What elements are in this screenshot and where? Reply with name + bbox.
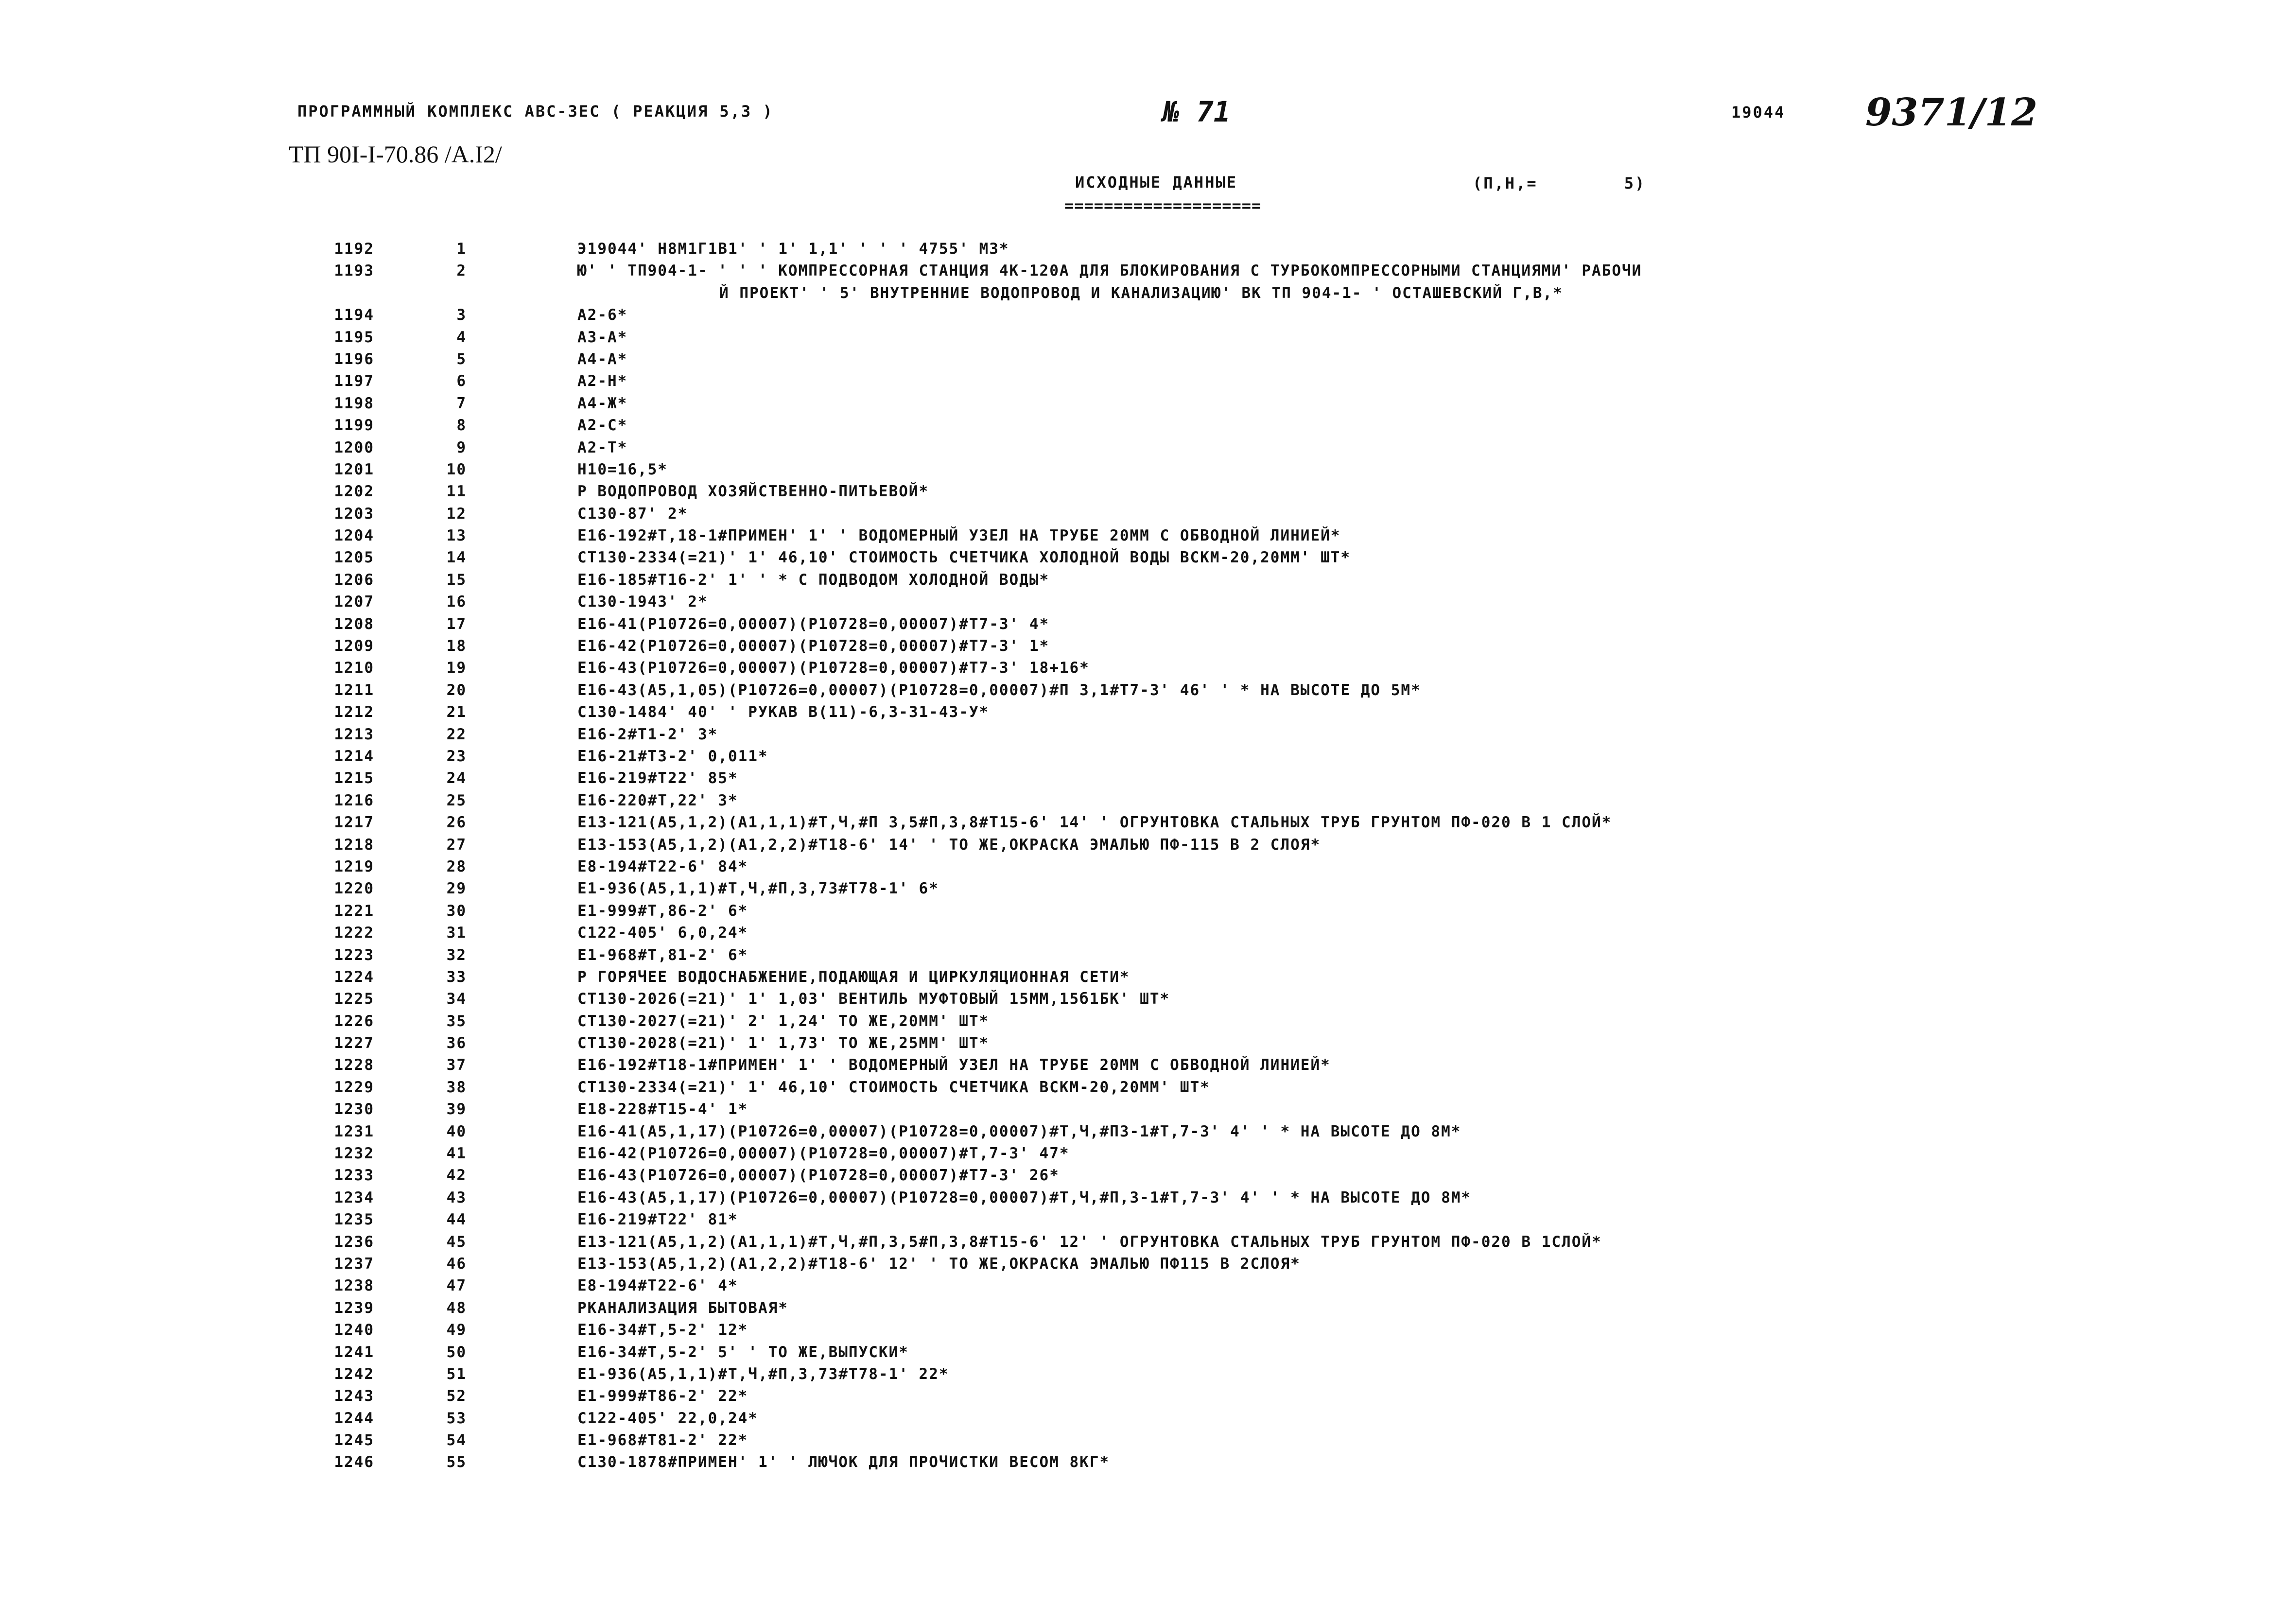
- record-text: Е1-936(А5,1,1)#Т,Ч,#П,3,73#Т78-1' 6*: [577, 880, 939, 898]
- record-text: А2-6*: [577, 306, 628, 324]
- record-text: Е16-219#Т22' 81*: [577, 1211, 738, 1229]
- line-number: 1212: [334, 703, 374, 721]
- record-index: 25: [446, 791, 467, 809]
- line-number: 1211: [334, 681, 374, 699]
- listing-row: [0, 1231, 2296, 1253]
- listing-row: [0, 437, 2296, 459]
- listing-row: [0, 944, 2296, 966]
- listing-row: [0, 327, 2296, 349]
- listing-row: [0, 1032, 2296, 1054]
- record-text: Е13-121(А5,1,2)(А1,1,1)#Т,Ч,#П,3,5#П,3,8#Т15-6' 12' ' ОГРУНТОВКА СТАЛЬНЫХ ТРУБ ГРУНТОМ ПФ-020 В 1СЛОЙ*: [577, 1233, 1602, 1251]
- record-text: Е16-43(А5,1,17)(Р10726=0,00007)(Р10728=0,00007)#Т,Ч,#П,3-1#Т,7-3' 4' ' * НА ВЫСОТЕ ДО 8М*: [577, 1188, 1472, 1206]
- record-text: Е1-968#Т81-2' 22*: [577, 1432, 748, 1450]
- record-text: Е18-228#Т15-4' 1*: [577, 1100, 748, 1118]
- line-number: 1224: [334, 968, 374, 986]
- listing-row: [0, 1209, 2296, 1231]
- line-number: 1215: [334, 769, 374, 787]
- listing-row: [0, 1187, 2296, 1209]
- listing-row: [0, 238, 2296, 260]
- line-number: 1210: [334, 659, 374, 677]
- record-text: С122-405' 6,0,24*: [577, 924, 748, 942]
- data-listing: [0, 238, 2296, 1474]
- record-index: 32: [446, 946, 467, 964]
- line-number: 1200: [334, 438, 374, 456]
- listing-row: [0, 1077, 2296, 1099]
- record-text: Е8-194#Т22-6' 84*: [577, 857, 748, 875]
- listing-row: [0, 657, 2296, 679]
- line-number: 1232: [334, 1145, 374, 1163]
- record-index: 31: [446, 924, 467, 942]
- record-text: Е16-2#Т1-2' 3*: [577, 725, 718, 743]
- record-text: С122-405' 22,0,24*: [577, 1409, 758, 1427]
- line-number: 1202: [334, 483, 374, 501]
- record-text: СТ130-2028(=21)' 1' 1,73' ТО ЖЕ,25ММ' ШТ*: [577, 1034, 990, 1052]
- line-number: 1231: [334, 1122, 374, 1140]
- section-params: (П,Н,= 5): [1473, 174, 1646, 192]
- record-index: 19: [446, 659, 467, 677]
- listing-row: [0, 1451, 2296, 1473]
- record-index: 53: [446, 1409, 467, 1427]
- line-number: 1203: [334, 505, 374, 523]
- record-text: А4-Ж*: [577, 394, 628, 412]
- listing-row: [0, 370, 2296, 392]
- listing-row: [0, 282, 2296, 304]
- line-number: 1228: [334, 1056, 374, 1074]
- listing-row: [0, 349, 2296, 370]
- listing-row: [0, 1275, 2296, 1297]
- record-index: 50: [446, 1343, 467, 1361]
- line-number: 1238: [334, 1277, 374, 1295]
- listing-row: [0, 1121, 2296, 1143]
- listing-row: [0, 1385, 2296, 1407]
- record-text: Е16-185#Т16-2' 1' ' * С ПОДВОДОМ ХОЛОДНОЙ ВОДЫ*: [577, 571, 1050, 589]
- line-number: 1230: [334, 1100, 374, 1118]
- listing-row: [0, 613, 2296, 635]
- listing-row: [0, 1253, 2296, 1275]
- listing-row: [0, 459, 2296, 481]
- record-index: 45: [446, 1233, 467, 1251]
- record-text: Э19044' Н8М1Г1В1' ' 1' 1,1' ' ' ' 4755' М3*: [577, 240, 1009, 258]
- record-index: 54: [446, 1432, 467, 1450]
- listing-row: [0, 1319, 2296, 1341]
- record-text: А2-Т*: [577, 438, 628, 456]
- record-text: Е16-43(Р10726=0,00007)(Р10728=0,00007)#Т7-3' 26*: [577, 1167, 1060, 1185]
- record-text: Е16-43(А5,1,05)(Р10726=0,00007)(Р10728=0,00007)#П 3,1#Т7-3' 46' ' * НА ВЫСОТЕ ДО 5М*: [577, 681, 1421, 699]
- record-index: 15: [446, 571, 467, 589]
- record-index: 44: [446, 1211, 467, 1229]
- record-text: А3-А*: [577, 328, 628, 346]
- line-number: 1237: [334, 1255, 374, 1273]
- job-code: 19044: [1731, 103, 1786, 122]
- record-text: Р ГОРЯЧЕЕ ВОДОСНАБЖЕНИЕ,ПОДАЮЩАЯ И ЦИРКУЛЯЦИОННАЯ СЕТИ*: [577, 968, 1130, 986]
- line-number: 1242: [334, 1365, 374, 1383]
- record-index: 2: [456, 262, 467, 280]
- record-index: 34: [446, 990, 467, 1008]
- record-index: 33: [446, 968, 467, 986]
- record-text: Е1-999#Т,86-2' 6*: [577, 902, 748, 920]
- listing-row: [0, 1099, 2296, 1120]
- listing-row: [0, 547, 2296, 569]
- record-index: 9: [456, 438, 467, 456]
- listing-row: [0, 922, 2296, 944]
- document-reference: ТП 90I-I-70.86 /А.I2/: [289, 140, 502, 168]
- record-index: 14: [446, 549, 467, 567]
- listing-row: [0, 260, 2296, 282]
- record-index: 55: [446, 1453, 467, 1471]
- record-text: СТ130-2334(=21)' 1' 46,10' СТОИМОСТЬ СЧЕТЧИКА ВСКМ-20,20ММ' ШТ*: [577, 1078, 1210, 1096]
- line-number: 1241: [334, 1343, 374, 1361]
- record-index: 41: [446, 1145, 467, 1163]
- record-index: 18: [446, 637, 467, 655]
- section-title: ИСХОДНЫЕ ДАННЫЕ: [1075, 173, 1237, 192]
- record-text: Е1-936(А5,1,1)#Т,Ч,#П,3,73#Т78-1' 22*: [577, 1365, 949, 1383]
- record-text: Е16-192#Т18-1#ПРИМЕН' 1' ' ВОДОМЕРНЫЙ УЗЕЛ НА ТРУБЕ 20ММ С ОБВОДНОЙ ЛИНИЕЙ*: [577, 1056, 1331, 1074]
- listing-row: [0, 393, 2296, 415]
- record-text: СТ130-2334(=21)' 1' 46,10' СТОИМОСТЬ СЧЕТЧИКА ХОЛОДНОЙ ВОДЫ ВСКМ-20,20ММ' ШТ*: [577, 549, 1351, 567]
- line-number: 1226: [334, 1012, 374, 1030]
- listing-row: [0, 1011, 2296, 1032]
- listing-row: [0, 1430, 2296, 1451]
- listing-row: [0, 591, 2296, 613]
- line-number: 1204: [334, 527, 374, 545]
- line-number: 1240: [334, 1321, 374, 1339]
- record-text: А2-Н*: [577, 372, 628, 390]
- record-text: А2-С*: [577, 417, 628, 435]
- listing-row: [0, 680, 2296, 701]
- listing-row: [0, 1408, 2296, 1430]
- record-index: 47: [446, 1277, 467, 1295]
- line-number: 1205: [334, 549, 374, 567]
- record-index: 6: [456, 372, 467, 390]
- program-header: ПРОГРАММНЫЙ КОМПЛЕКС АВС-3ЕС ( РЕАКЦИЯ 5,3 ): [297, 102, 774, 121]
- listing-row: [0, 834, 2296, 856]
- section-underline: ====================: [1064, 196, 1262, 215]
- record-index: 35: [446, 1012, 467, 1030]
- listing-row: [0, 701, 2296, 723]
- record-text: СТ130-2027(=21)' 2' 1,24' ТО ЖЕ,20ММ' ШТ*: [577, 1012, 990, 1030]
- record-text: Е13-153(А5,1,2)(А1,2,2)#Т18-6' 14' ' ТО ЖЕ,ОКРАСКА ЭМАЛЬЮ ПФ-115 В 2 СЛОЯ*: [577, 836, 1321, 854]
- line-number: 1197: [334, 372, 374, 390]
- listing-row: [0, 966, 2296, 988]
- record-text: Е16-34#Т,5-2' 5' ' ТО ЖЕ,ВЫПУСКИ*: [577, 1343, 909, 1361]
- line-number: 1217: [334, 814, 374, 832]
- handwritten-note: 9371/12: [1865, 90, 2038, 135]
- record-index: 28: [446, 857, 467, 875]
- record-index: 24: [446, 769, 467, 787]
- record-text: С130-87' 2*: [577, 505, 688, 523]
- record-index: 1: [456, 240, 467, 258]
- line-number: 1209: [334, 637, 374, 655]
- record-index: 21: [446, 703, 467, 721]
- record-text: Е1-999#Т86-2' 22*: [577, 1387, 748, 1405]
- listing-row: [0, 503, 2296, 525]
- listing-row: [0, 1342, 2296, 1363]
- record-index: 37: [446, 1056, 467, 1074]
- line-number: 1213: [334, 725, 374, 743]
- line-number: 1246: [334, 1453, 374, 1471]
- record-text: Е16-41(Р10726=0,00007)(Р10728=0,00007)#Т7-3' 4*: [577, 615, 1050, 633]
- record-text: Е8-194#Т22-6' 4*: [577, 1277, 738, 1295]
- line-number: 1220: [334, 880, 374, 898]
- listing-row: [0, 724, 2296, 746]
- record-text: СТ130-2026(=21)' 1' 1,03' ВЕНТИЛЬ МУФТОВЫЙ 15ММ,15б1БК' ШТ*: [577, 990, 1170, 1008]
- record-text: Е16-220#Т,22' 3*: [577, 791, 738, 809]
- line-number: 1243: [334, 1387, 374, 1405]
- record-text: Е16-21#Т3-2' 0,011*: [577, 747, 768, 765]
- line-number: 1192: [334, 240, 374, 258]
- listing-row: [0, 1054, 2296, 1076]
- line-number: 1195: [334, 328, 374, 346]
- line-number: 1239: [334, 1299, 374, 1317]
- line-number: 1223: [334, 946, 374, 964]
- line-number: 1221: [334, 902, 374, 920]
- record-text: Ю' ' ТП904-1- ' ' ' КОМПРЕССОРНАЯ СТАНЦИЯ 4К-120А ДЛЯ БЛОКИРОВАНИЯ С ТУРБОКОМПРЕССОРНЫМИ СТАНЦИЯМИ' РАБОЧИ: [577, 262, 1642, 280]
- record-index: 43: [446, 1188, 467, 1206]
- line-number: 1229: [334, 1078, 374, 1096]
- record-text: Е16-41(А5,1,17)(Р10726=0,00007)(Р10728=0,00007)#Т,Ч,#П3-1#Т,7-3' 4' ' * НА ВЫСОТЕ ДО 8М*: [577, 1122, 1461, 1140]
- record-text: С130-1484' 40' ' РУКАВ В(11)-6,3-31-43-У*: [577, 703, 990, 721]
- listing-row: [0, 900, 2296, 922]
- record-index: 5: [456, 350, 467, 368]
- line-number: 1222: [334, 924, 374, 942]
- listing-row: [0, 878, 2296, 900]
- listing-row: [0, 1143, 2296, 1165]
- line-number: 1245: [334, 1432, 374, 1450]
- record-index: 46: [446, 1255, 467, 1273]
- record-text: Е13-153(А5,1,2)(А1,2,2)#Т18-6' 12' ' ТО ЖЕ,ОКРАСКА ЭМАЛЬЮ ПФ115 В 2СЛОЯ*: [577, 1255, 1301, 1273]
- line-number: 1225: [334, 990, 374, 1008]
- line-number: 1227: [334, 1034, 374, 1052]
- listing-row: [0, 988, 2296, 1010]
- line-number: 1207: [334, 593, 374, 611]
- record-text: Е16-42(Р10726=0,00007)(Р10728=0,00007)#Т,7-3' 47*: [577, 1145, 1070, 1163]
- record-index: 16: [446, 593, 467, 611]
- listing-row: [0, 746, 2296, 768]
- record-index: 29: [446, 880, 467, 898]
- record-index: 3: [456, 306, 467, 324]
- page-number: № 71: [1163, 95, 1231, 128]
- record-index: 13: [446, 527, 467, 545]
- line-number: 1218: [334, 836, 374, 854]
- record-text: Е16-43(Р10726=0,00007)(Р10728=0,00007)#Т7-3' 18+16*: [577, 659, 1090, 677]
- record-text-continuation: Й ПРОЕКТ' ' 5' ВНУТРЕННИЕ ВОДОПРОВОД И КАНАЛИЗАЦИЮ' ВК ТП 904-1- ' ОСТАШЕВСКИЙ Г,В,*: [719, 284, 1563, 302]
- record-text: Е16-34#Т,5-2' 12*: [577, 1321, 748, 1339]
- listing-row: [0, 790, 2296, 812]
- line-number: 1244: [334, 1409, 374, 1427]
- listing-row: [0, 1297, 2296, 1319]
- line-number: 1236: [334, 1233, 374, 1251]
- record-index: 49: [446, 1321, 467, 1339]
- record-index: 26: [446, 814, 467, 832]
- record-index: 40: [446, 1122, 467, 1140]
- record-index: 39: [446, 1100, 467, 1118]
- line-number: 1193: [334, 262, 374, 280]
- record-index: 20: [446, 681, 467, 699]
- listing-row: [0, 1165, 2296, 1187]
- record-index: 12: [446, 505, 467, 523]
- record-index: 30: [446, 902, 467, 920]
- listing-row: [0, 768, 2296, 789]
- record-index: 7: [456, 394, 467, 412]
- line-number: 1219: [334, 857, 374, 875]
- listing-row: [0, 304, 2296, 326]
- record-text: С130-1943' 2*: [577, 593, 708, 611]
- record-index: 51: [446, 1365, 467, 1383]
- line-number: 1214: [334, 747, 374, 765]
- record-text: Е13-121(А5,1,2)(А1,1,1)#Т,Ч,#П 3,5#П,3,8#Т15-6' 14' ' ОГРУНТОВКА СТАЛЬНЫХ ТРУБ ГРУНТОМ ПФ-020 В 1 СЛОЙ*: [577, 814, 1612, 832]
- record-text: РКАНАЛИЗАЦИЯ БЫТОВАЯ*: [577, 1299, 788, 1317]
- record-index: 10: [446, 460, 467, 478]
- listing-row: [0, 812, 2296, 834]
- record-index: 48: [446, 1299, 467, 1317]
- record-index: 23: [446, 747, 467, 765]
- listing-row: [0, 415, 2296, 437]
- line-number: 1233: [334, 1167, 374, 1185]
- line-number: 1234: [334, 1188, 374, 1206]
- listing-row: [0, 1363, 2296, 1385]
- line-number: 1196: [334, 350, 374, 368]
- record-index: 22: [446, 725, 467, 743]
- line-number: 1216: [334, 791, 374, 809]
- record-text: Е16-219#Т22' 85*: [577, 769, 738, 787]
- listing-row: [0, 856, 2296, 878]
- record-index: 4: [456, 328, 467, 346]
- record-index: 52: [446, 1387, 467, 1405]
- record-index: 27: [446, 836, 467, 854]
- line-number: 1199: [334, 417, 374, 435]
- record-text: Р ВОДОПРОВОД ХОЗЯЙСТВЕННО-ПИТЬЕВОЙ*: [577, 483, 929, 501]
- listing-row: [0, 525, 2296, 547]
- record-text: А4-А*: [577, 350, 628, 368]
- line-number: 1198: [334, 394, 374, 412]
- record-index: 17: [446, 615, 467, 633]
- record-text: Е16-192#Т,18-1#ПРИМЕН' 1' ' ВОДОМЕРНЫЙ УЗЕЛ НА ТРУБЕ 20ММ С ОБВОДНОЙ ЛИНИЕЙ*: [577, 527, 1341, 545]
- line-number: 1201: [334, 460, 374, 478]
- record-text: Е16-42(Р10726=0,00007)(Р10728=0,00007)#Т7-3' 1*: [577, 637, 1050, 655]
- line-number: 1194: [334, 306, 374, 324]
- line-number: 1206: [334, 571, 374, 589]
- record-text: С130-1878#ПРИМЕН' 1' ' ЛЮЧОК ДЛЯ ПРОЧИСТКИ ВЕСОМ 8КГ*: [577, 1453, 1110, 1471]
- record-text: Е1-968#Т,81-2' 6*: [577, 946, 748, 964]
- record-index: 42: [446, 1167, 467, 1185]
- record-index: 36: [446, 1034, 467, 1052]
- listing-row: [0, 569, 2296, 591]
- listing-row: [0, 635, 2296, 657]
- record-index: 8: [456, 417, 467, 435]
- record-text: Н10=16,5*: [577, 460, 668, 478]
- line-number: 1208: [334, 615, 374, 633]
- listing-row: [0, 481, 2296, 503]
- record-index: 38: [446, 1078, 467, 1096]
- line-number: 1235: [334, 1211, 374, 1229]
- record-index: 11: [446, 483, 467, 501]
